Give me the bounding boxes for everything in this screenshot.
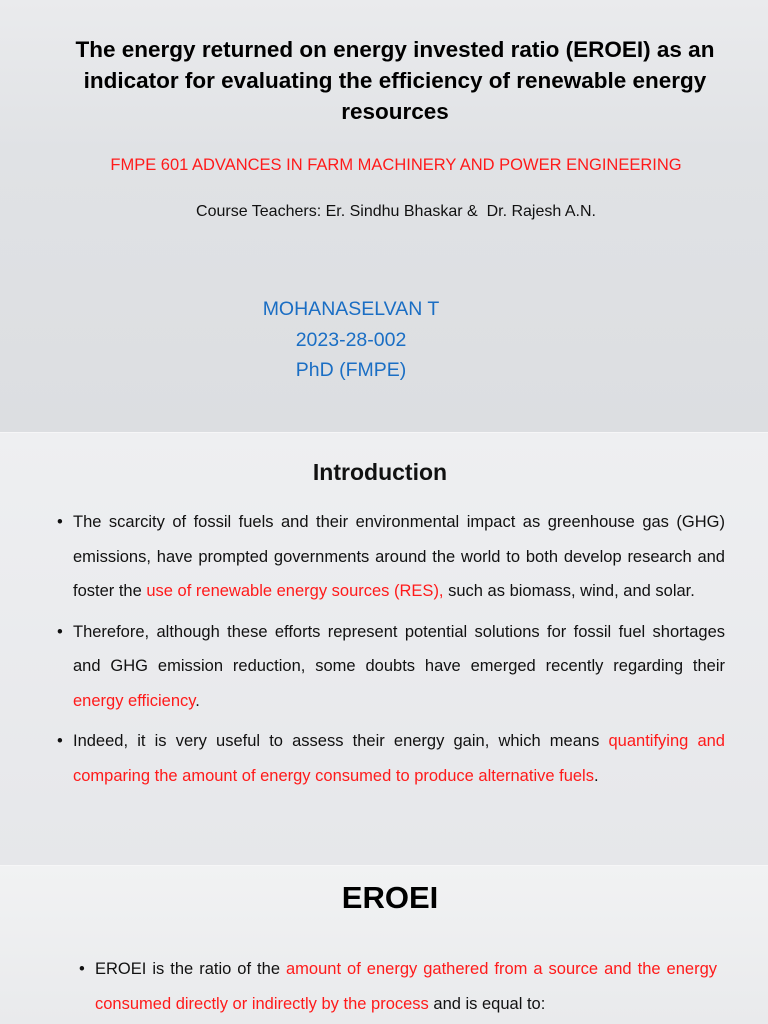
bullet-marker: • (57, 513, 63, 531)
bullet-text-end: such as biomass, wind, and solar. (443, 582, 695, 600)
slide-title: The energy returned on energy invested ratio (EROEI) as an indicator for evaluating the efficiency of renewable energy resources (75, 37, 715, 124)
bullet-marker: • (57, 732, 63, 750)
eroei-slide (0, 866, 768, 1024)
bullet-highlight: amount of energy gathered from a source and the energy consumed directly or indirectly by the process (95, 960, 718, 1013)
student-info (200, 294, 502, 386)
bullet-item (79, 952, 717, 1021)
bullet-item (57, 615, 725, 719)
bullet-highlight: quantifying and comparing the amount of energy consumed to produce alternative fuels (73, 732, 725, 785)
bullet-text: EROEI is the ratio of the (95, 960, 286, 978)
slide-heading: Introduction (312, 459, 448, 485)
slide-heading: EROEI (341, 880, 439, 915)
bullet-marker: • (79, 960, 85, 978)
title-slide (0, 0, 768, 432)
bullet-text: The scarcity of fossil fuels and their environmental impact as greenhouse gas (GHG) emissions, have prompted governments around the world to both develop research and foster the (73, 513, 725, 600)
bullet-item (57, 505, 725, 609)
bullet-list (79, 952, 717, 1024)
bullet-text: Indeed, it is very useful to assess their energy gain, which means (73, 732, 609, 750)
bullet-item (57, 724, 725, 793)
course-teachers: Course Teachers: Er. Sindhu Bhaskar & Dr. Rajesh A.N. (196, 203, 596, 220)
bullet-text-end: and is equal to: (428, 994, 546, 1013)
bullet-highlight: use of renewable energy sources (RES), (146, 582, 444, 600)
bullet-highlight: energy efficiency (73, 691, 196, 710)
bullet-list (57, 505, 725, 799)
bullet-marker: • (57, 622, 63, 641)
course-name: FMPE 601 ADVANCES IN FARM MACHINERY AND POWER ENGINEERING (110, 156, 682, 174)
bullet-text-end: . (195, 691, 200, 710)
bullet-text: Therefore, although these efforts represent potential solutions for fossil fuel shortages and GHG emission reduction, some doubts have emerged recently regarding their (73, 622, 725, 675)
student-name: MOHANASELVAN T (262, 298, 440, 320)
introduction-slide (0, 433, 768, 865)
student-id: 2023-28-002 (295, 328, 407, 351)
bullet-text-end: . (593, 766, 599, 785)
student-program: PhD (FMPE) (295, 359, 407, 381)
